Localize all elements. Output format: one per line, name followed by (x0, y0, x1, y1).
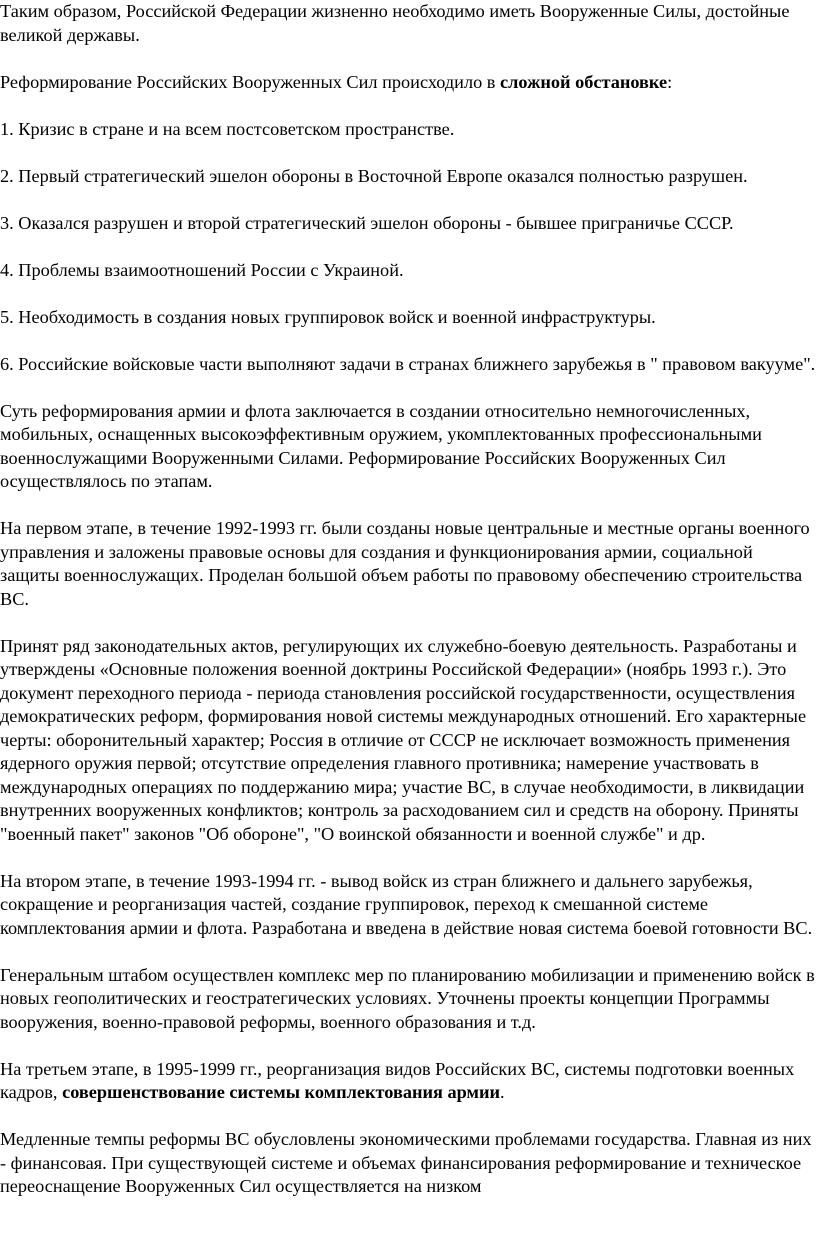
list-item-6: 6. Российские войсковые части выполняют задачи в странах ближнего зарубежья в " правовом вакууме". (0, 353, 816, 374)
list-item-3: 3. Оказался разрушен и второй стратегический эшелон обороны - бывшее приграничье СССР. (0, 212, 734, 233)
paragraph-intro: Таким образом, Российской Федерации жизненно необходимо иметь Вооруженные Силы, достойные великой державы. (0, 1, 790, 45)
paragraph-stage-3 (0, 1058, 816, 1105)
paragraph-stage-2: На втором этапе, в течение 1993-1994 гг. - вывод войск из стран ближнего и дальнего зарубежья, сокращение и реорганизация частей, создание группировок, переход к смешанной системе комплектования армии и флота. Разработана и введена в действие новая система боевой готовности ВС. (0, 870, 813, 938)
stage-3-bold: совершенствование системы комплектования армии (62, 1082, 501, 1102)
paragraph-stage-1: На первом этапе, в течение 1992-1993 гг. были созданы новые центральные и местные органы военного управления и заложены правовые основы для создания и функционирования армии, социальной защиты военнослужащих. Проделан большой объем работы по правовому обеспечению строительства ВС. (0, 518, 810, 609)
paragraph-slow-reform: Медленные темпы реформы ВС обусловлены экономическими проблемами государства. Главная из них - финансовая. При существующей системе и объемах финансирования реформирование и техническое переоснащение Вооруженных Сил осуществляется на низком (0, 1129, 812, 1196)
paragraph-general-staff: Генеральным штабом осуществлен комплекс мер по планированию мобилизации и применению войск в новых геополитических и геостратегических условиях. Уточнены проекты концепции Программы вооружения, военно-правовой реформы, военного образования и т.д. (0, 964, 815, 1032)
reform-conditions-text: Реформирование Российских Вооруженных Сил происходило в (0, 71, 501, 92)
list-item-5: 5. Необходимость в создания новых группировок войск и военной инфраструктуры. (0, 306, 656, 327)
stage-3-text: На третьем этапе, в 1995-1999 гг., реорганизация видов Российских ВС, системы подготовки военных кадров, (0, 1058, 795, 1102)
paragraph-legislative-acts: Принят ряд законодательных актов, регулирующих их служебно-боевую деятельность. Разработаны и утверждены «Основные положения военной доктрины Российской Федерации» (ноябрь 1993 г.). Это документ переходного периода - периода становления российской государственности, осуществления демократических реформ, формирования новой системы международных отношений. Его характерные черты: оборонительный характер; Россия в отличие от СССР не исключает возможность применения ядерного оружия первой; отсутствие определения главного противника; намерение участвовать в международных операциях по поддержанию мира; участие ВС, в случае необходимости, в ликвидации внутренних вооруженных конфликтов; контроль за расходованием сил и средств на оборону. Приняты "военный пакет" законов "Об обороне", "О воинской обязанности и военной службе" и др. (0, 635, 807, 844)
list-item-2: 2. Первый стратегический эшелон обороны в Восточной Европе оказался полностью разрушен. (0, 165, 748, 186)
list-item-4: 4. Проблемы взаимоотношений России с Украиной. (0, 259, 404, 280)
paragraph-reform-conditions (0, 71, 816, 95)
stage-3-period: . (500, 1082, 505, 1102)
list-item-1: 1. Кризис в стране и на всем постсоветском пространстве. (0, 118, 455, 139)
paragraph-essence: Суть реформирования армии и флота заключается в создании относительно немногочисленных, мобильных, оснащенных высокоэффективным оружием, укомплектованных профессиональными военнослужащими Вооруженными Силами. Реформирование Российских Вооруженных Сил осуществлялось по этапам. (0, 400, 762, 491)
reform-conditions-bold: сложной обстановке (500, 71, 668, 92)
reform-conditions-colon: : (667, 71, 673, 92)
